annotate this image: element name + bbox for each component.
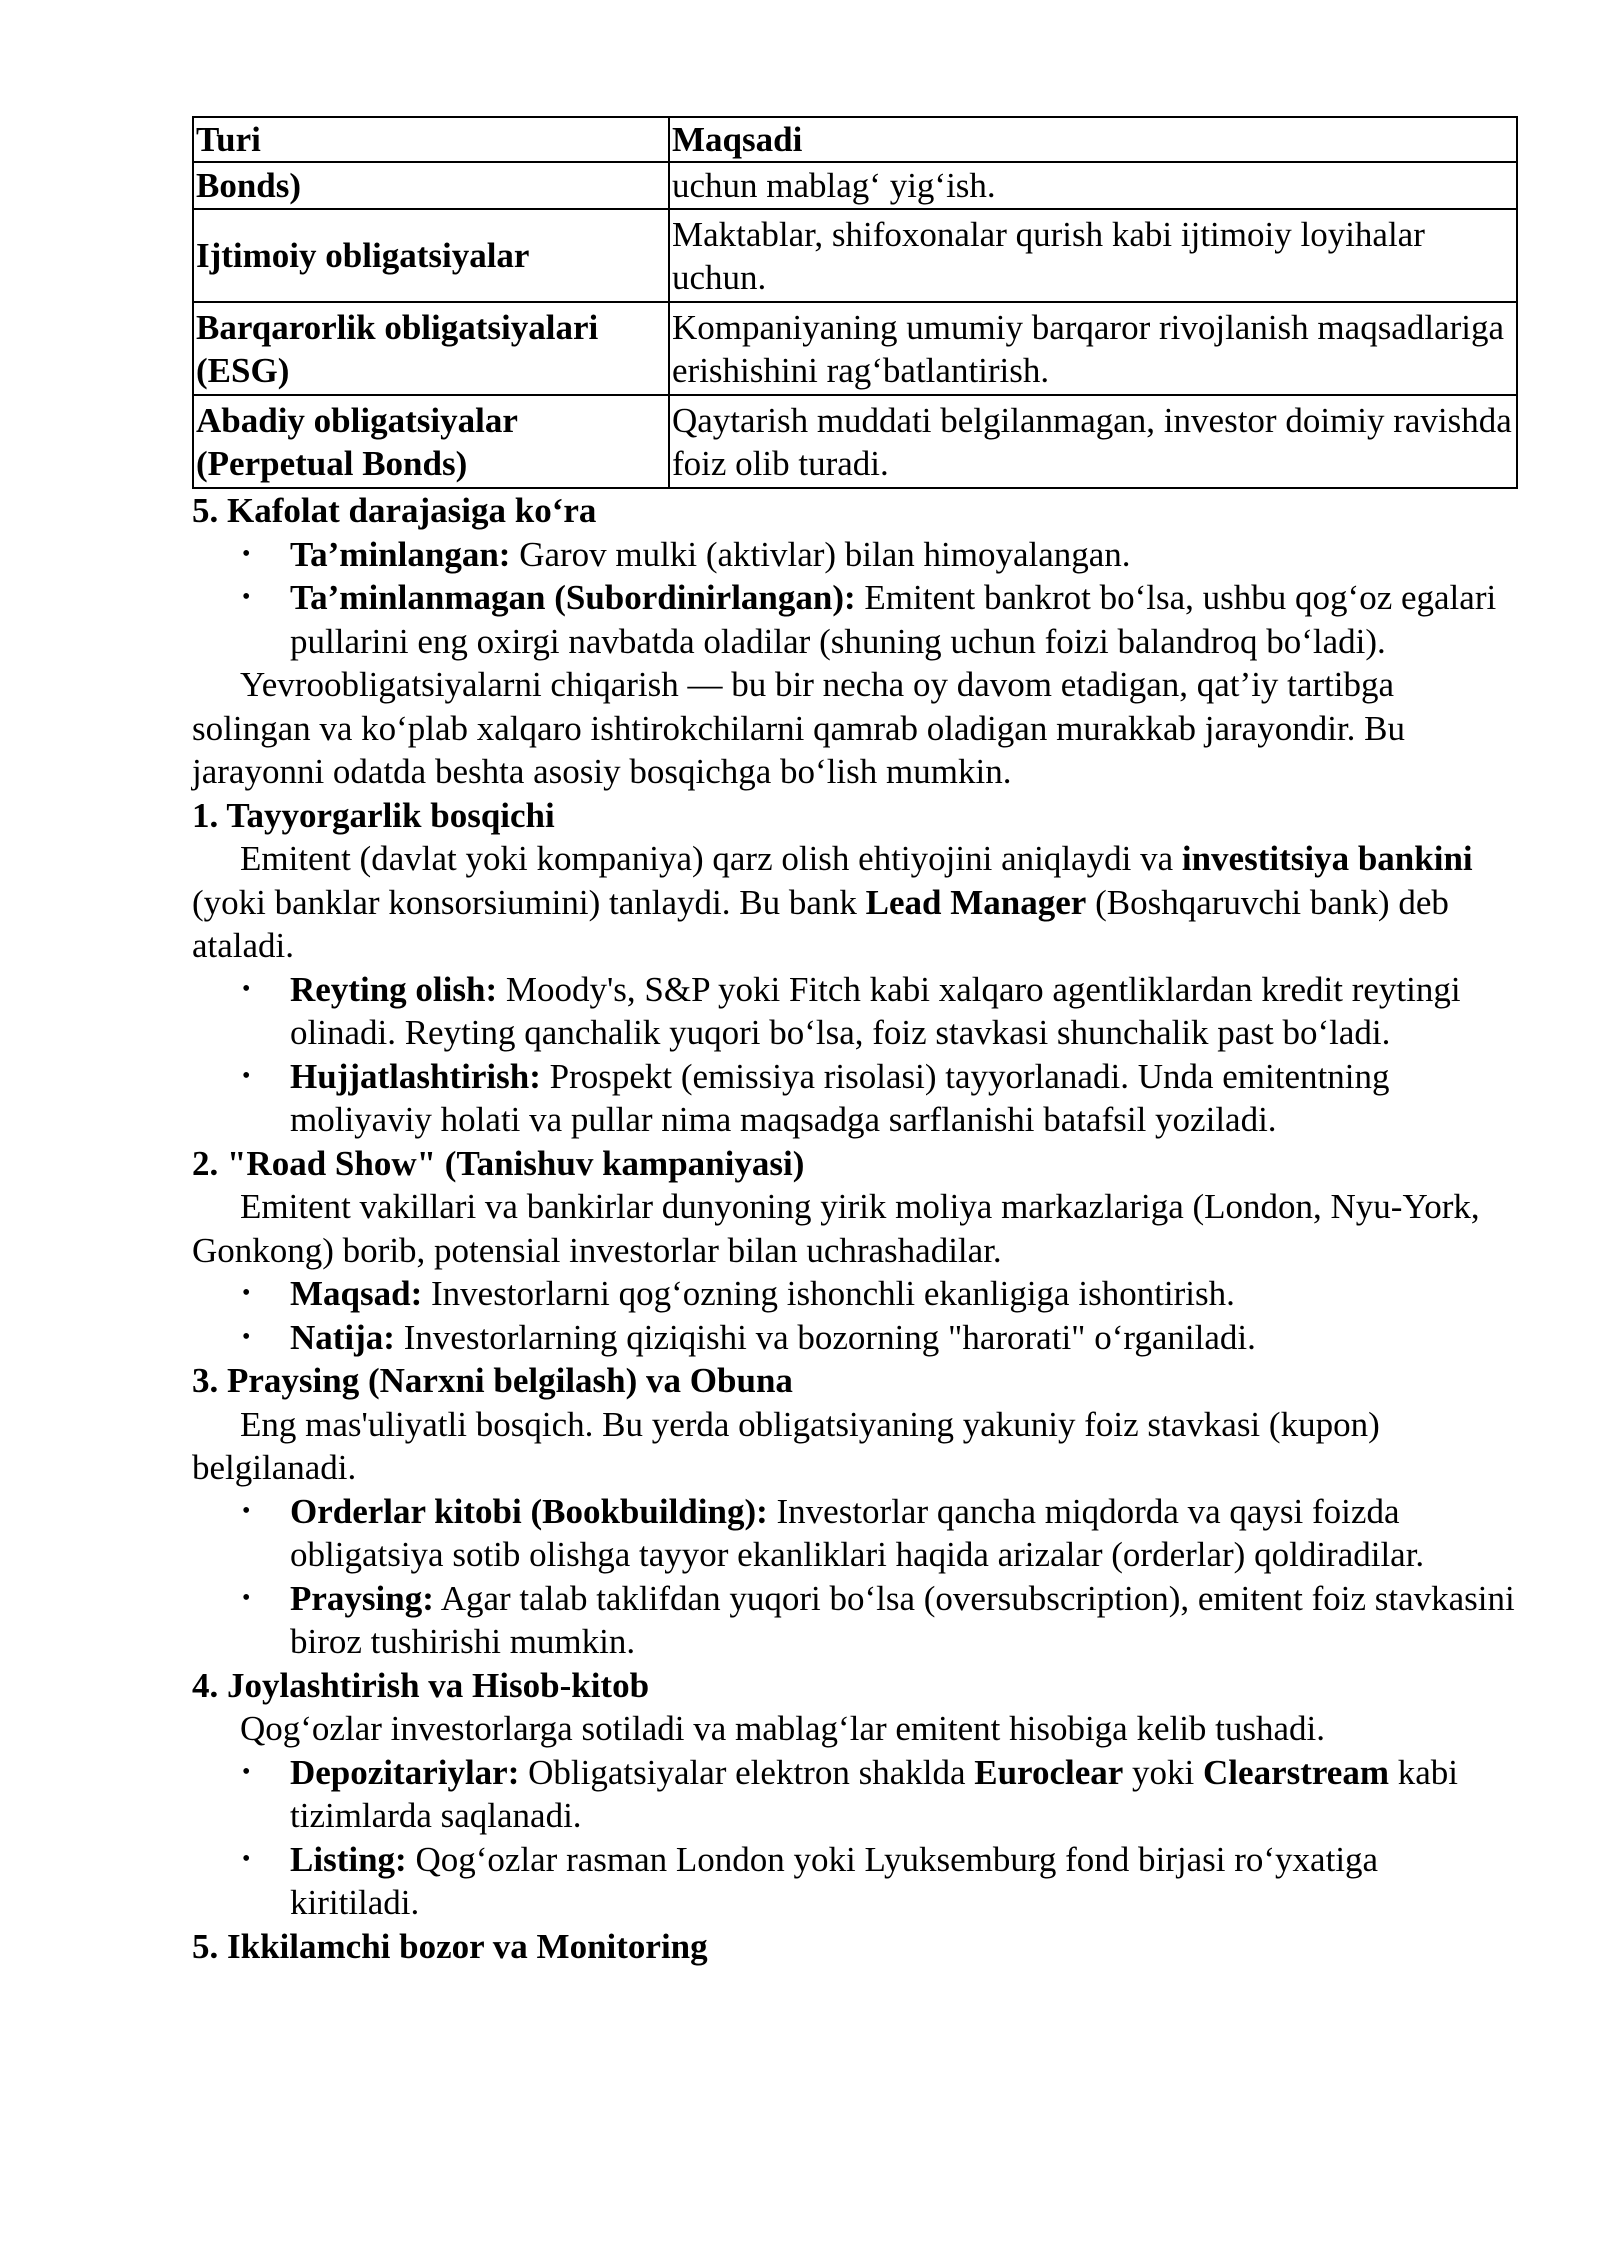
stage-heading: 5. Ikkilamchi bozor va Monitoring	[192, 1926, 708, 1966]
list-item-term: Praysing:	[290, 1578, 434, 1618]
list-item-term: Ta’minlanmagan (Subordinirlangan):	[290, 578, 856, 617]
list-item	[192, 1577, 1516, 1664]
bullet-icon: •	[242, 540, 251, 567]
bullet-icon: •	[242, 1323, 251, 1350]
list-item-term: Listing:	[290, 1839, 407, 1879]
text-run: Emitent (davlat yoki kompaniya) qarz olish ehtiyojini aniqlaydi va	[240, 839, 1182, 878]
table-header-row	[193, 117, 1517, 162]
stage-paragraph: Emitent vakillari va bankirlar dunyoning yirik moliya markazlariga (London, Nyu-York, Gonkong) borib, potensial investorlar bilan uchrashadilar.	[192, 1187, 1480, 1270]
list-item	[192, 576, 1516, 663]
list-item	[192, 1272, 1516, 1316]
stage-paragraph: Qog‘ozlar investorlarga sotiladi va mablag‘lar emitent hisobiga kelib tushadi.	[240, 1709, 1326, 1748]
bullet-list	[192, 1490, 1516, 1664]
bold-term: investitsiya bankini	[1181, 839, 1473, 878]
table-cell-type: Barqarorlik obligatsiyalari (ESG)	[193, 302, 669, 395]
list-item-text: Emitent bankrot bo‘lsa, ushbu qog‘oz egalari pullarini eng oxirgi navbatda oladilar (shuning uchun foizi balandroq bo‘ladi).	[290, 578, 1497, 661]
stage-heading: 1. Tayyorgarlik bosqichi	[192, 795, 555, 835]
list-item-term: Ta’minlangan:	[290, 534, 511, 574]
intro-paragraph: Yevroobligatsiyalarni chiqarish — bu bir necha oy davom etadigan, qat’iy tartibga solingan va ko‘plab xalqaro ishtirokchilarni qamrab oladigan murakkab jarayondir. Bu jarayonni odatda beshta asosiy bosqichga bo‘lish mumkin.	[192, 665, 1406, 791]
list-item	[192, 1838, 1516, 1925]
list-item-term: Reyting olish:	[290, 969, 498, 1009]
table-cell-type: Bonds)	[193, 162, 669, 209]
text-run: (yoki banklar konsorsiumini) tanlaydi. Bu bank	[192, 882, 866, 922]
list-item-text: Garov mulki (aktivlar) bilan himoyalangan.	[510, 534, 1131, 574]
stage-paragraph	[192, 837, 1516, 968]
bullet-icon: •	[242, 1062, 251, 1089]
bullet-list	[192, 533, 1516, 664]
list-item	[192, 533, 1516, 577]
bullet-list	[192, 968, 1516, 1142]
list-item-text: Moody's, S&P yoki Fitch kabi xalqaro agentliklardan kredit reytingi olinadi. Reyting qanchalik yuqori bo‘lsa, foiz stavkasi shunchalik past bo‘ladi.	[290, 969, 1461, 1052]
bullet-icon: •	[242, 1280, 251, 1306]
stage-heading: 3. Praysing (Narxni belgilash) va Obuna	[192, 1361, 793, 1400]
table-cell-purpose: Kompaniyaning umumiy barqaror rivojlanish maqsadlariga erishishini rag‘batlantirish.	[669, 302, 1517, 395]
bullet-icon: •	[242, 975, 251, 1002]
text-run: Obligatsiyalar elektron shaklda	[519, 1752, 975, 1792]
table-cell-purpose: uchun mablag‘ yig‘ish.	[669, 162, 1517, 209]
list-item	[192, 968, 1516, 1055]
bullet-icon: •	[242, 584, 251, 610]
bold-term: Euroclear	[974, 1752, 1124, 1792]
table-cell-purpose: Maktablar, shifoxonalar qurish kabi ijtimoiy loyihalar uchun.	[669, 209, 1517, 302]
text-run: (Boshqaruvchi bank) deb ataladi.	[192, 882, 1449, 965]
text-run: kabi tizimlarda saqlanadi.	[290, 1752, 1458, 1835]
list-item-text: Prospekt (emissiya risolasi) tayyorlanadi. Unda emitentning moliyaviy holati va pullar nima maqsadga sarflanishi batafsil yoziladi.	[290, 1056, 1390, 1139]
section-heading: 5. Kafolat darajasiga ko‘ra	[192, 491, 597, 530]
list-item-text: Qog‘ozlar rasman London yoki Lyuksemburg fond birjasi ro‘yxatiga kiritiladi.	[290, 1839, 1379, 1922]
table-row	[193, 302, 1517, 395]
table-row	[193, 395, 1517, 488]
list-item-term: Depozitariylar:	[290, 1752, 520, 1792]
stage-heading: 2. "Road Show" (Tanishuv kampaniyasi)	[192, 1143, 805, 1183]
stage-paragraph: Eng mas'uliyatli bosqich. Bu yerda obligatsiyaning yakuniy foiz stavkasi (kupon) belgilanadi.	[192, 1404, 1380, 1487]
list-item	[192, 1316, 1516, 1360]
bond-types-table	[192, 116, 1518, 489]
table-cell-purpose: Qaytarish muddati belgilanmagan, investor doimiy ravishda foiz olib turadi.	[669, 395, 1517, 488]
list-item-term: Orderlar kitobi (Bookbuilding):	[290, 1491, 768, 1531]
bullet-icon: •	[242, 1497, 251, 1524]
document-page	[192, 116, 1516, 1968]
table-cell-type: Abadiy obligatsiyalar (Perpetual Bonds)	[193, 395, 669, 488]
table-cell-type: Ijtimoiy obligatsiyalar	[193, 209, 669, 302]
list-item-text: Agar talab taklifdan yuqori bo‘lsa (oversubscription), emitent foiz stavkasini biroz tushirishi mumkin.	[290, 1578, 1515, 1661]
bold-term: Lead Manager	[865, 882, 1087, 922]
list-item	[192, 1055, 1516, 1142]
list-item	[192, 1490, 1516, 1577]
bullet-list	[192, 1272, 1516, 1359]
table-header-cell: Turi	[193, 117, 669, 162]
table-row	[193, 162, 1517, 209]
list-item-term: Hujjatlashtirish:	[290, 1056, 541, 1096]
list-item-text: Investorlarning qiziqishi va bozorning "harorati" o‘rganiladi.	[394, 1317, 1256, 1357]
list-item-text: Investorlar qancha miqdorda va qaysi foizda obligatsiya sotib olishga tayyor ekanliklari haqida arizalar (orderlar) qoldiradilar.	[290, 1491, 1425, 1574]
list-item-term: Maqsad:	[290, 1274, 423, 1313]
table-row	[193, 209, 1517, 302]
table-header-cell: Maqsadi	[669, 117, 1517, 162]
stage-heading: 4. Joylashtirish va Hisob-kitob	[192, 1665, 650, 1705]
text-run: yoki	[1123, 1752, 1204, 1792]
bullet-icon: •	[242, 1584, 251, 1611]
bullet-icon: •	[242, 1758, 251, 1785]
bullet-list	[192, 1751, 1516, 1925]
list-item-term: Natija:	[290, 1317, 395, 1357]
list-item	[192, 1751, 1516, 1838]
bullet-icon: •	[242, 1845, 251, 1872]
bold-term: Clearstream	[1203, 1752, 1389, 1792]
list-item-text: Investorlarni qog‘ozning ishonchli ekanligiga ishontirish.	[422, 1274, 1235, 1313]
